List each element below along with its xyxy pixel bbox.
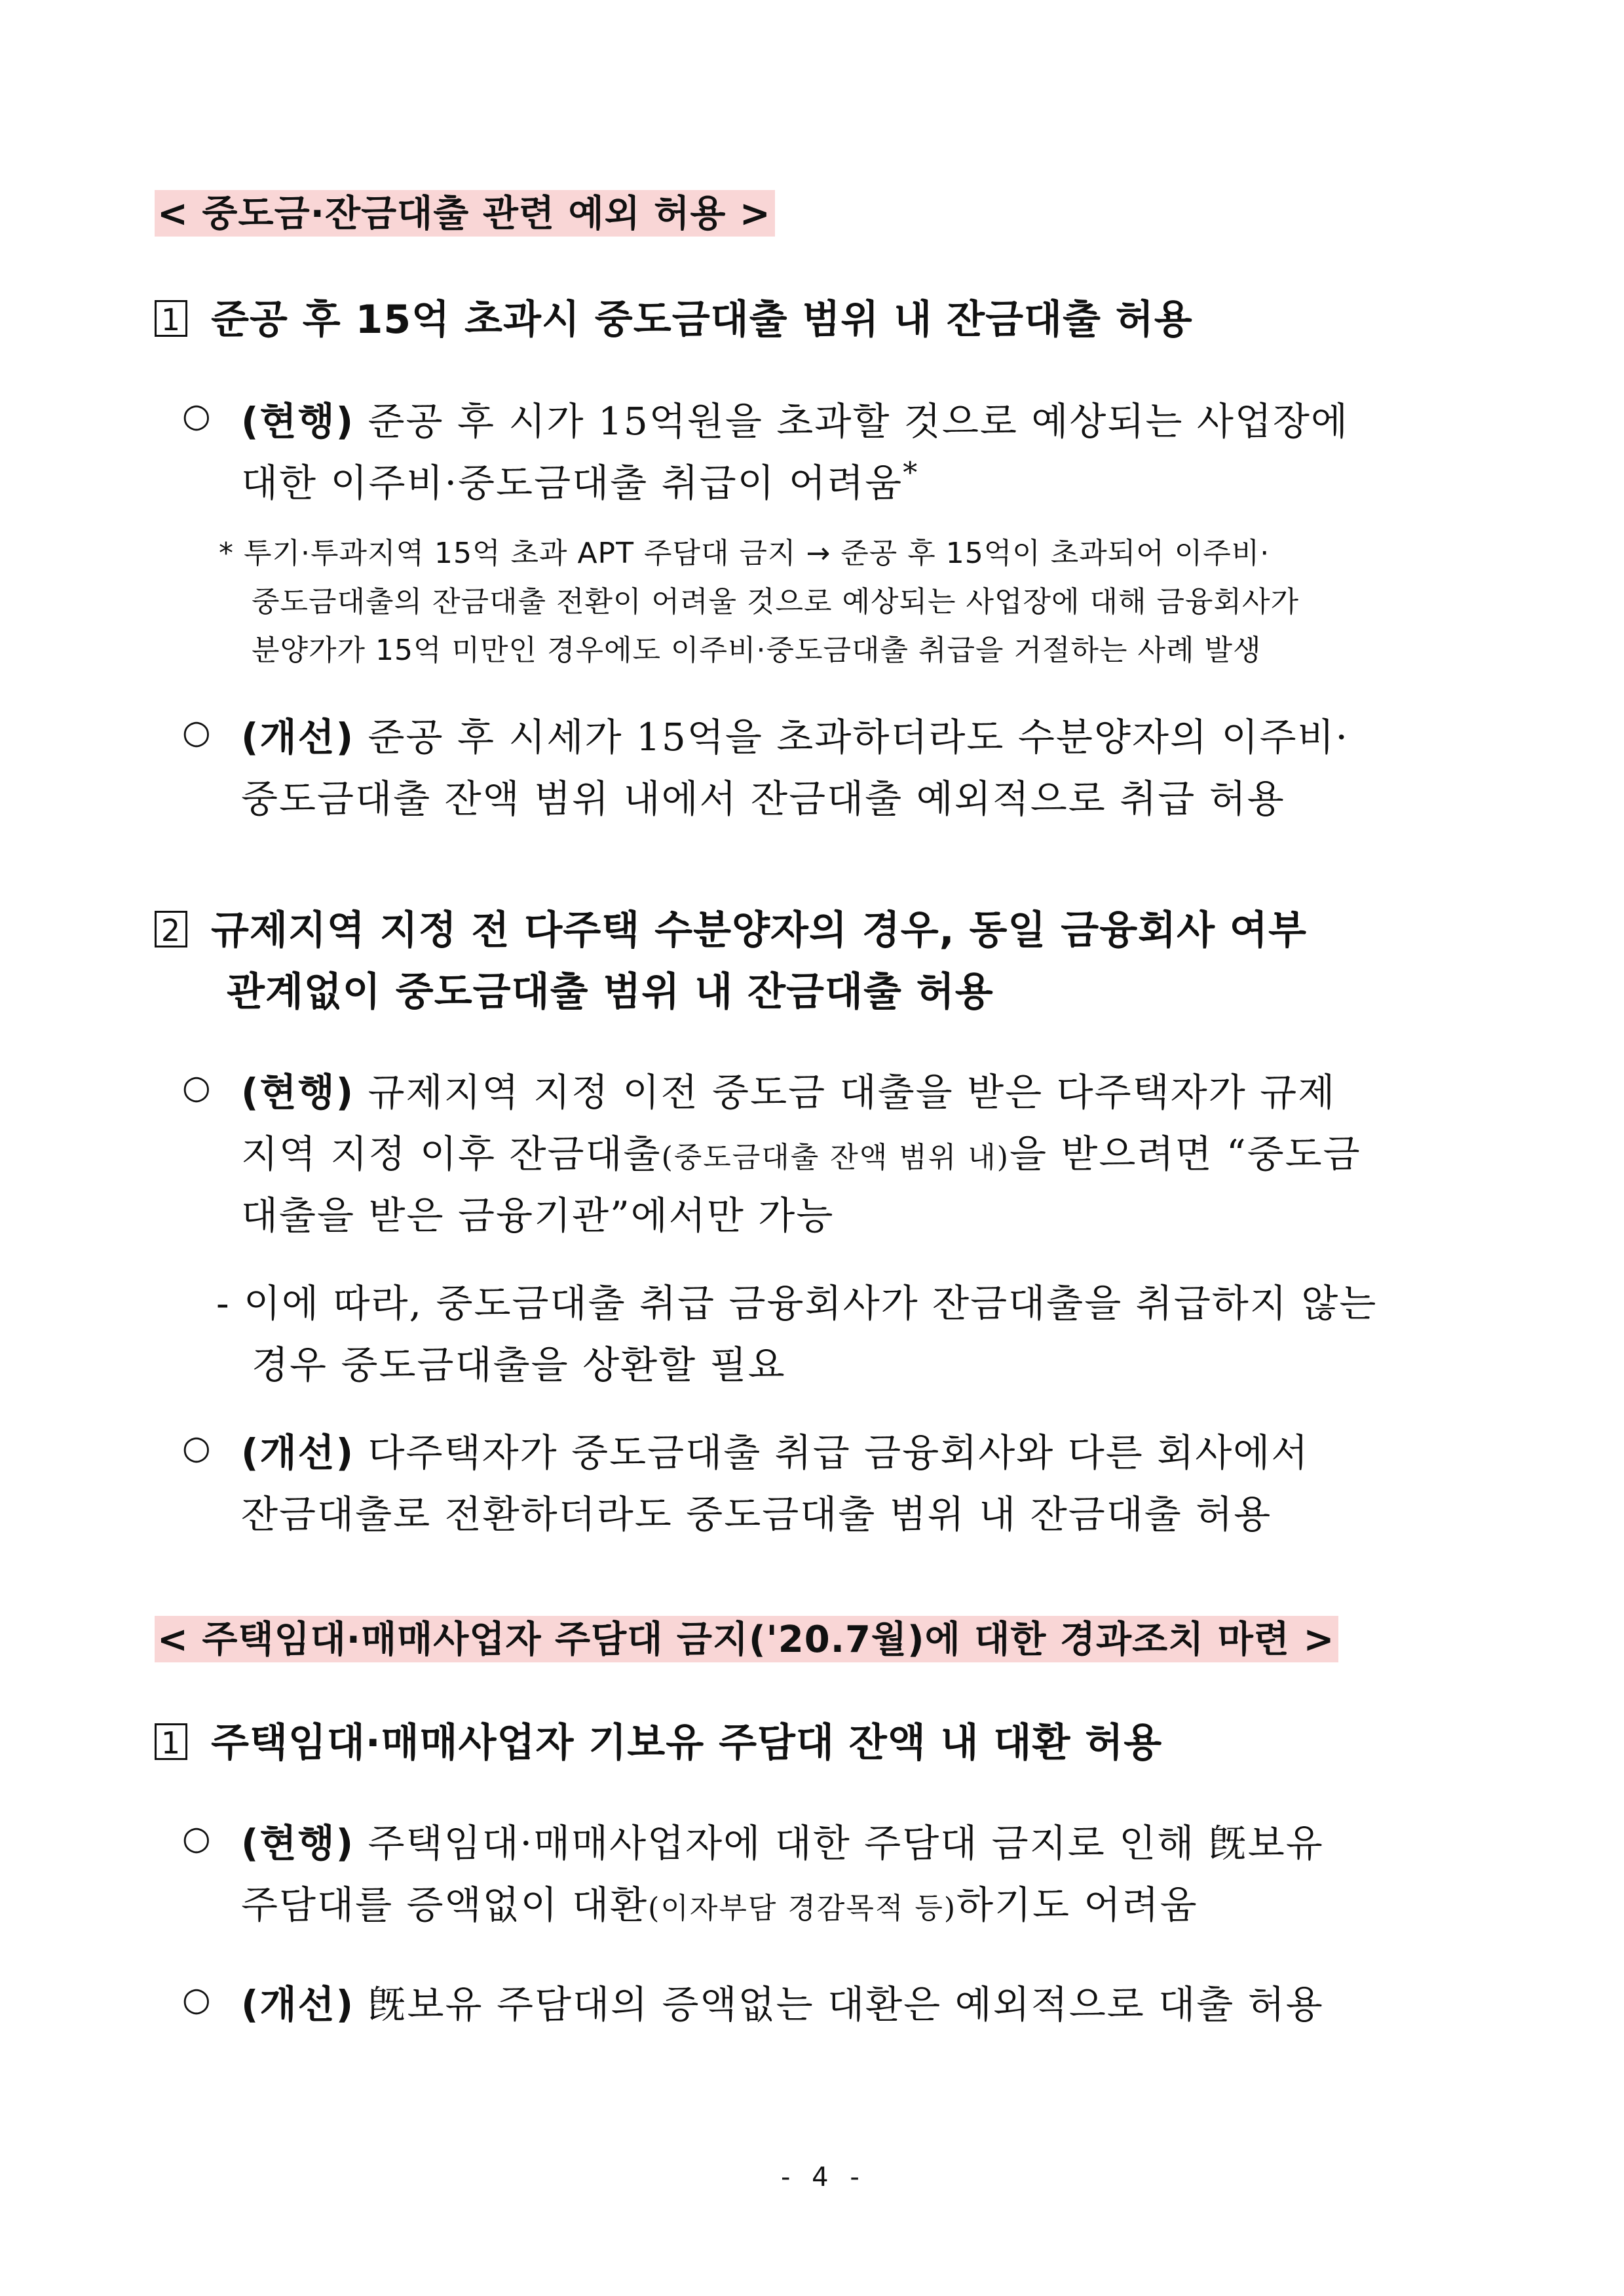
section-1-title-text: < 중도금·잔금대출 관련 예외 허용 > — [155, 190, 775, 237]
section-2-title — [155, 1611, 1338, 1663]
item-2-title-line-1: 규제지역 지정 전 다주택 수분양자의 경우, 동일 금융회사 여부 — [211, 908, 1307, 953]
item-2-improve-line-2: 잔금대출로 전환하더라도 중도금대출 범위 내 잔금대출 허용 — [241, 1492, 1272, 1537]
footnote-line-2: 중도금대출의 잔금대출 전환이 어려울 것으로 예상되는 사업장에 대해 금융회사가 — [252, 585, 1300, 619]
item-number-box: 2 — [155, 911, 187, 947]
improve-text: 준공 후 시세가 15억을 초과하더라도 수분양자의 이주비· — [354, 715, 1349, 759]
current-text-2: 대한 이주비·중도금대출 취급이 어려움 — [241, 461, 903, 505]
current-text: 규제지역 지정 이전 중도금 대출을 받은 다주택자가 규제 — [354, 1070, 1336, 1115]
item-number-box: 1 — [155, 300, 187, 337]
section-2-title-text: < 주택임대·매매사업자 주담대 금지('20.7월)에 대한 경과조치 마련 > — [155, 1616, 1338, 1662]
improve-label: (개선) — [241, 1430, 355, 1475]
current-label: (현행) — [241, 1821, 355, 1866]
item-number-box: 1 — [155, 1723, 187, 1760]
item-2-dash-line-1: - 이에 따라, 중도금대출 취급 금융회사가 잔금대출을 취급하지 않는 — [216, 1281, 1378, 1326]
current-text-2b: (이자부담 경감목적 등) — [648, 1892, 956, 1925]
current-label: (현행) — [241, 1070, 355, 1115]
item-2-current-line-1 — [241, 1062, 1336, 1117]
section-2-item-1-heading — [155, 1712, 1162, 1768]
section-2-current-line-1 — [241, 1812, 1324, 1867]
item-1-improve-line-1 — [241, 706, 1349, 761]
improve-label: (개선) — [241, 1982, 355, 2027]
item-1-improve-line-2: 중도금대출 잔액 범위 내에서 잔금대출 예외적으로 취급 허용 — [241, 776, 1285, 821]
current-text-2a: 지역 지정 이후 잔금대출 — [241, 1132, 662, 1176]
current-text-2c: 을 받으려면 “중도금 — [1009, 1132, 1361, 1176]
item-1-heading — [155, 288, 1193, 345]
page-number: - 4 - — [781, 2162, 866, 2192]
current-label: (현행) — [241, 399, 355, 444]
improve-label: (개선) — [241, 715, 355, 759]
item-1-current-line-1 — [241, 391, 1349, 446]
item-1-title: 준공 후 15억 초과시 중도금대출 범위 내 잔금대출 허용 — [211, 297, 1193, 343]
current-text: 주택임대·매매사업자에 대한 주담대 금지로 인해 旣보유 — [354, 1821, 1324, 1866]
improve-text: 다주택자가 중도금대출 취급 금융회사와 다른 회사에서 — [354, 1430, 1310, 1475]
item-2-current-line-3: 대출을 받은 금융기관”에서만 가능 — [241, 1193, 835, 1238]
section-2-item-1-title: 주택임대·매매사업자 기보유 주담대 잔액 내 대환 허용 — [211, 1720, 1163, 1766]
item-2-dash-line-2: 경우 중도금대출을 상환할 필요 — [252, 1343, 786, 1387]
item-2-title-line-2: 관계없이 중도금대출 범위 내 잔금대출 허용 — [227, 969, 994, 1015]
current-text-2a: 주담대를 증액없이 대환 — [241, 1883, 649, 1927]
bullet-icon: ○ — [182, 1819, 211, 1857]
bullet-icon: ○ — [182, 1980, 211, 2018]
footnote-line-1: * 투기·투과지역 15억 초과 APT 주담대 금지 → 준공 후 15억이 초과되어 이주비· — [219, 537, 1270, 570]
bullet-icon: ○ — [182, 1068, 211, 1106]
bullet-icon: ○ — [182, 1428, 211, 1466]
current-text-2c: 하기도 어려움 — [956, 1883, 1198, 1927]
section-2-improve-line — [241, 1974, 1324, 2029]
section-2-current-line-2 — [241, 1874, 1198, 1929]
footnote-mark: * — [903, 456, 919, 490]
current-text-2b: (중도금대출 잔액 범위 내) — [661, 1141, 1010, 1174]
improve-text: 旣보유 주담대의 증액없는 대환은 예외적으로 대출 허용 — [354, 1982, 1324, 2027]
bullet-icon: ○ — [182, 396, 211, 434]
footnote-line-3: 분양가가 15억 미만인 경우에도 이주비·중도금대출 취급을 거절하는 사례 발생 — [252, 634, 1262, 667]
current-text: 준공 후 시가 15억원을 초과할 것으로 예상되는 사업장에 — [354, 399, 1349, 444]
bullet-icon: ○ — [182, 713, 211, 751]
item-2-current-line-2 — [241, 1123, 1361, 1178]
item-2-heading — [155, 899, 1307, 955]
section-1-title — [155, 185, 775, 237]
item-2-improve-line-1 — [241, 1422, 1309, 1477]
item-1-current-line-2 — [241, 452, 918, 507]
